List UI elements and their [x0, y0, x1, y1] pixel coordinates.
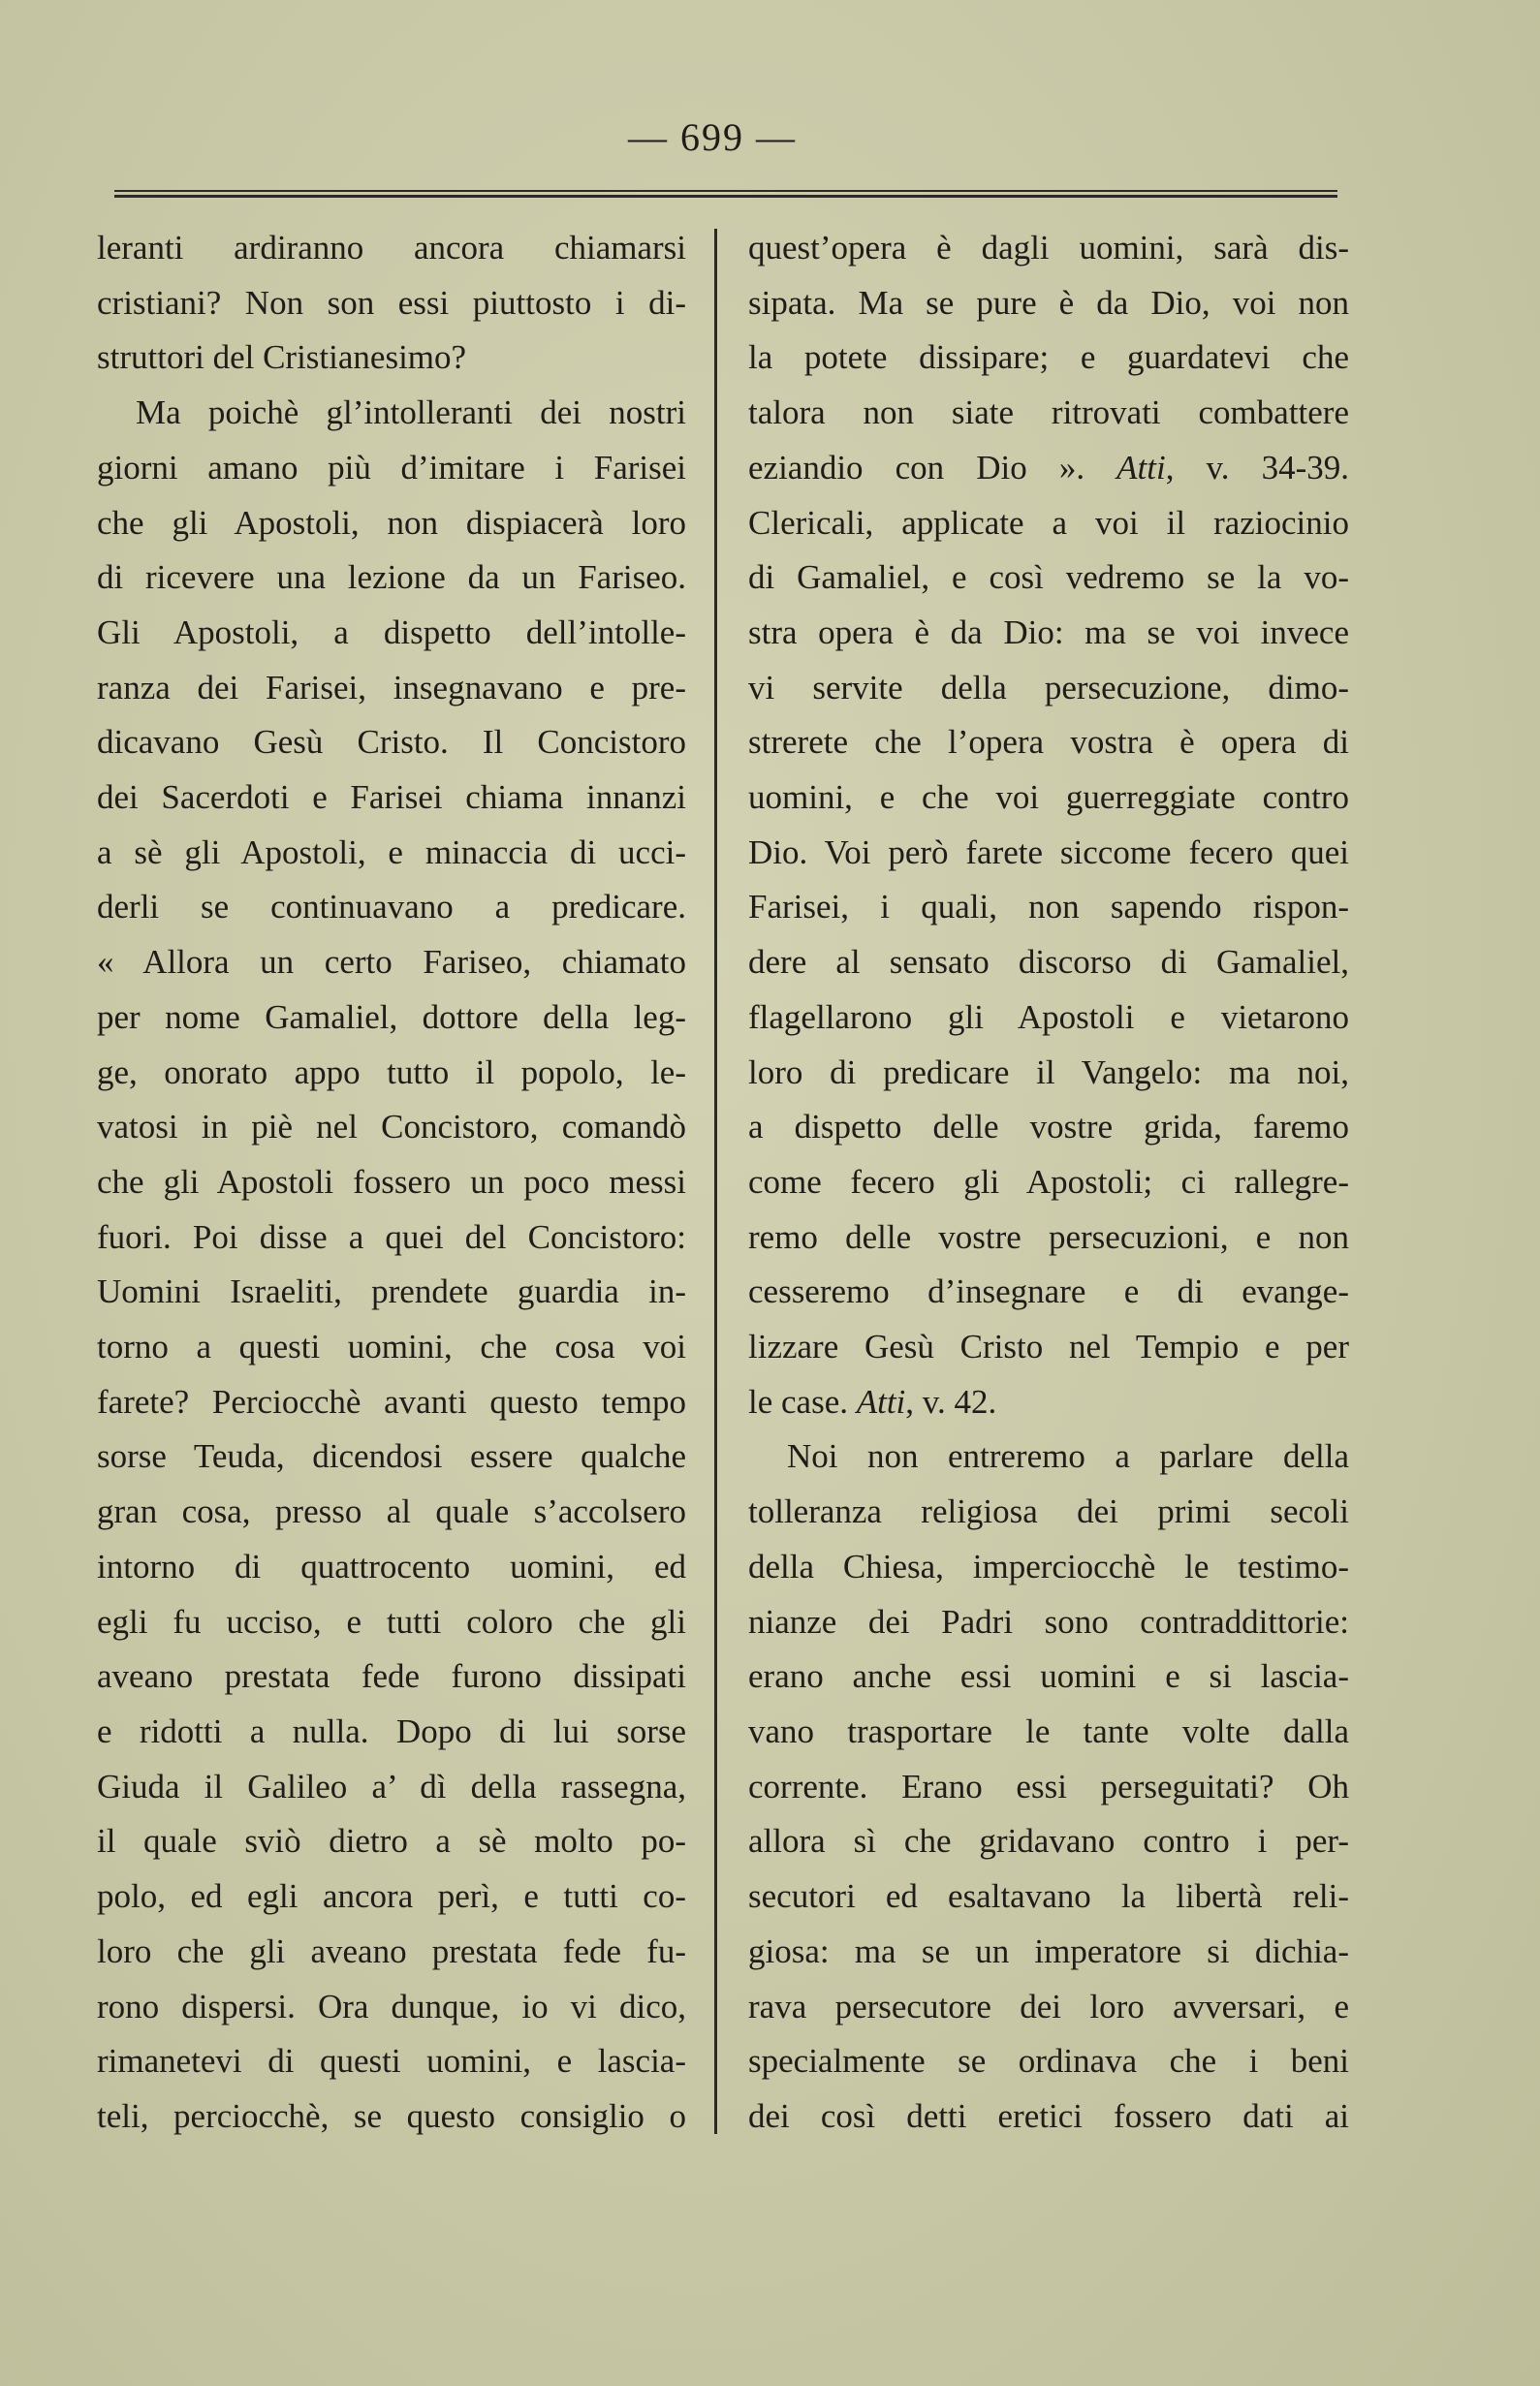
text-line: leranti ardiranno ancora chiamarsi — [97, 229, 686, 267]
text-line: erano anche essi uomini e si lascia- — [748, 1657, 1349, 1696]
text-line: loro che gli aveano prestata fede fu- — [97, 1931, 686, 1970]
text-line: di ricevere una lezione da un Fariseo. — [97, 558, 686, 597]
text-line: Dio. Voi però farete siccome fecero quei — [748, 832, 1349, 871]
text-line: teli, perciocchè, se questo consiglio o — [97, 2096, 686, 2135]
text-line: come fecero gli Apostoli; ci rallegre- — [748, 1162, 1349, 1201]
text-line: Uomini Israeliti, prendete guardia in- — [97, 1272, 686, 1311]
text-line: Ma poichè gl’intolleranti dei nostri — [136, 393, 686, 432]
text-line: giosa: ma se un imperatore si dichia- — [748, 1931, 1349, 1970]
text-line: specialmente se ordinava che i beni — [748, 2042, 1349, 2081]
text-line: struttori del Cristianesimo? — [97, 338, 467, 377]
text-line: lizzare Gesù Cristo nel Tempio e per — [748, 1328, 1349, 1366]
text-line: uomini, e che voi guerreggiate contro — [748, 778, 1349, 817]
right-column — [748, 221, 1349, 2145]
text-line: stra opera è da Dio: ma se voi invece — [748, 612, 1349, 651]
text-line: derli se continuavano a predicare. — [97, 888, 686, 926]
text-line: rimanetevi di questi uomini, e lascia- — [97, 2042, 686, 2081]
text-line: per nome Gamaliel, dottore della leg- — [97, 997, 686, 1036]
text-line: Noi non entreremo a parlare della — [787, 1437, 1349, 1476]
text-line: secutori ed esaltavano la libertà reli- — [748, 1877, 1349, 1916]
text-line: che gli Apostoli fossero un poco messi — [97, 1162, 686, 1201]
text-line: polo, ed egli ancora perì, e tutti co- — [97, 1877, 686, 1916]
text-line: dere al sensato discorso di Gamaliel, — [748, 943, 1349, 982]
text-line: vatosi in piè nel Concistoro, comandò — [97, 1108, 686, 1146]
text-line: farete? Perciocchè avanti questo tempo — [97, 1382, 686, 1421]
text-line: rono dispersi. Ora dunque, io vi dico, — [97, 1987, 686, 2025]
text-line: fuori. Poi disse a quei del Concistoro: — [97, 1217, 686, 1256]
text-line: Clericali, applicate a voi il raziocinio — [748, 503, 1349, 542]
text-line: e ridotti a nulla. Dopo di lui sorse — [97, 1711, 686, 1750]
text-line: vi servite della persecuzione, dimo- — [748, 668, 1349, 706]
page-number: — 699 — — [628, 115, 797, 159]
text-line: nianze dei Padri sono contraddittorie: — [748, 1602, 1349, 1641]
text-line: ge, onorato appo tutto il popolo, le- — [97, 1052, 686, 1091]
text-line: sipata. Ma se pure è da Dio, voi non — [748, 283, 1349, 322]
text-line: rava persecutore dei loro avversari, e — [748, 1987, 1349, 2025]
text-line: Giuda il Galileo a’ dì della rassegna, — [97, 1767, 686, 1805]
text-line: aveano prestata fede furono dissipati — [97, 1657, 686, 1696]
text-line: allora sì che gridavano contro i per- — [748, 1822, 1349, 1861]
text-line: ranza dei Farisei, insegnavano e pre- — [97, 668, 686, 706]
text-line: che gli Apostoli, non dispiacerà loro — [97, 503, 686, 542]
text-line: strerete che l’opera vostra è opera di — [748, 723, 1349, 762]
text-line: cristiani? Non son essi piuttosto i di- — [97, 283, 686, 322]
text-line: della Chiesa, imperciocchè le testimo- — [748, 1547, 1349, 1585]
text-line: giorni amano più d’imitare i Farisei — [97, 448, 686, 487]
text-line: vano trasportare le tante volte dalla — [748, 1711, 1349, 1750]
text-line: tolleranza religiosa dei primi secoli — [748, 1492, 1349, 1531]
text-line: la potete dissipare; e guardatevi che — [748, 338, 1349, 377]
text-line: dicavano Gesù Cristo. Il Concistoro — [97, 723, 686, 762]
text-line: eziandio con Dio ». Atti, v. 34-39. — [748, 448, 1349, 487]
text-line: cesseremo d’insegnare e di evange- — [748, 1272, 1349, 1311]
text-line: intorno di quattrocento uomini, ed — [97, 1547, 686, 1585]
column-divider — [714, 229, 717, 2134]
left-column — [97, 221, 686, 2145]
text-line: flagellarono gli Apostoli e vietarono — [748, 997, 1349, 1036]
header-rule — [114, 190, 1337, 198]
text-line: dei così detti eretici fossero dati ai — [748, 2096, 1349, 2135]
text-line: torno a questi uomini, che cosa voi — [97, 1328, 686, 1366]
text-line: sorse Teuda, dicendosi essere qualche — [97, 1437, 686, 1476]
text-line: a sè gli Apostoli, e minaccia di ucci- — [97, 832, 686, 871]
text-line: a dispetto delle vostre grida, faremo — [748, 1108, 1349, 1146]
text-line: « Allora un certo Fariseo, chiamato — [97, 943, 686, 982]
text-line: quest’opera è dagli uomini, sarà dis- — [748, 229, 1349, 267]
text-line: dei Sacerdoti e Farisei chiama innanzi — [97, 778, 686, 817]
text-line: gran cosa, presso al quale s’accolsero — [97, 1492, 686, 1531]
text-line: remo delle vostre persecuzioni, e non — [748, 1217, 1349, 1256]
text-line: di Gamaliel, e così vedremo se la vo- — [748, 558, 1349, 597]
text-line: loro di predicare il Vangelo: ma noi, — [748, 1052, 1349, 1091]
text-line: corrente. Erano essi perseguitati? Oh — [748, 1767, 1349, 1805]
text-line: le case. Atti, v. 42. — [748, 1382, 997, 1421]
text-line: egli fu ucciso, e tutti coloro che gli — [97, 1602, 686, 1641]
text-line: talora non siate ritrovati combattere — [748, 393, 1349, 432]
text-line: Gli Apostoli, a dispetto dell’intolle- — [97, 612, 686, 651]
text-line: il quale sviò dietro a sè molto po- — [97, 1822, 686, 1861]
text-line: Farisei, i quali, non sapendo rispon- — [748, 888, 1349, 926]
